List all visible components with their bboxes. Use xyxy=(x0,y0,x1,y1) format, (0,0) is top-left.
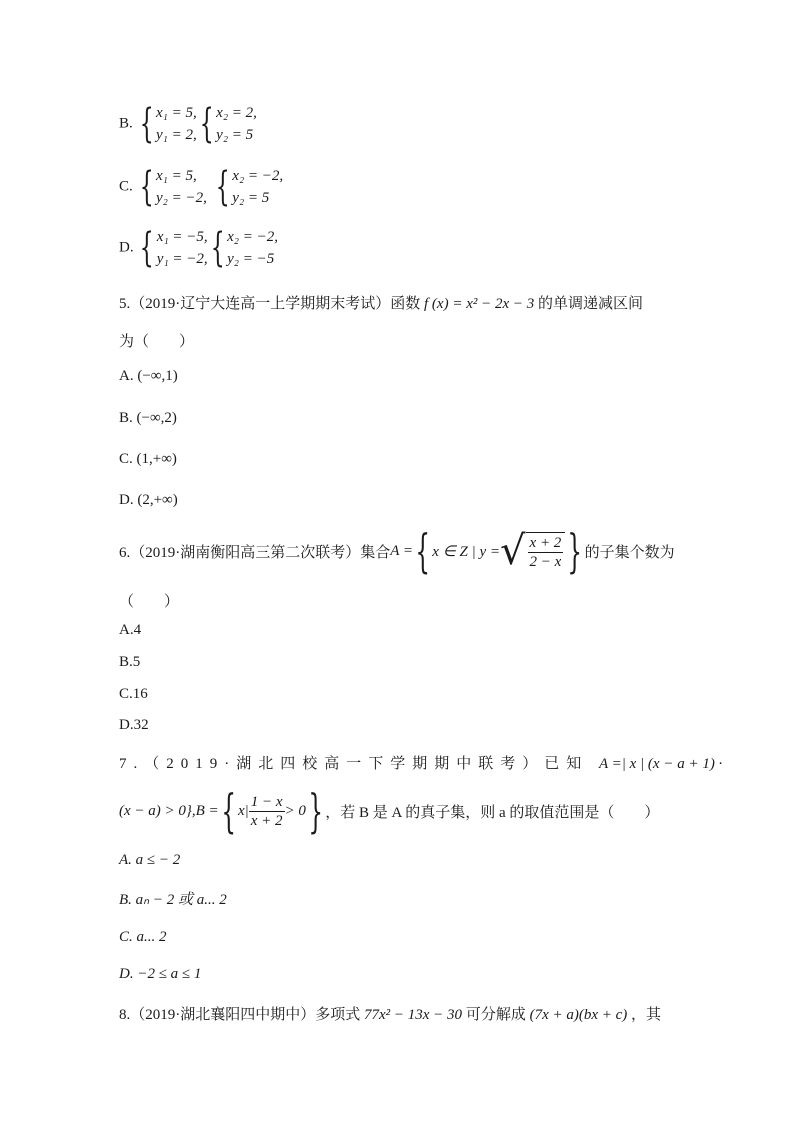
q6-stem: 6.（2019·湖南衡阳高三第二次联考）集合 A = { x ∈ Z | y = √ $\frac{x + 2}{2 - x}$ } 的子集个数为 xyxy=(119,524,675,578)
set-lhs: A = xyxy=(390,542,414,559)
q7-stem-line2: (x − a) > 0},B = { x| $\frac{1 - x}{x + 2}$ > 0 } ，若 B 是 A 的真子集，则 a 的取值范围是（ ） xyxy=(119,784,660,838)
q6-option-b: B.5 xyxy=(119,654,141,670)
q6-option-c: C.16 xyxy=(119,686,148,702)
set-element: x ∈ Z | y = xyxy=(432,543,501,560)
q6-option-a: A.4 xyxy=(119,622,142,638)
fraction: $\frac{x + 2}{2 - x}$ xyxy=(529,534,562,570)
q5-stem: 5.（2019·辽宁大连高一上学期期末考试）函数 f (x) = x² − 2x − 3 的单调递减区间 xyxy=(119,296,644,312)
q5-option-c: C. (1,+∞) xyxy=(119,451,177,467)
equation-system: { x₁ = −5, y₁ = −2, { x₂ = −2, y₂ = −5 xyxy=(140,225,278,271)
q5-stem-line2: 为（ ） xyxy=(119,334,195,350)
q6-option-d: D.32 xyxy=(119,717,149,733)
q7-option-c: C. a... 2 xyxy=(119,929,167,945)
equation-system: { x₁ = 5, y₁ = 2, { x₂ = 2, y₂ = 5 xyxy=(139,101,257,147)
q5-option-d: D. (2,+∞) xyxy=(119,492,178,508)
option-label: C. xyxy=(119,178,133,195)
q7-stem: 7.（2019·湖北四校高一下学期期中联考）已知 A =| x | (x − a + 1) · xyxy=(119,756,723,772)
set-a-expression: A =| x | (x − a + 1) · xyxy=(599,756,723,772)
q4-option-b xyxy=(119,102,257,146)
q7-option-a: A. a ≤ − 2 xyxy=(119,852,181,868)
option-label: B. xyxy=(119,115,133,132)
polynomial: 77x² − 13x − 30 xyxy=(364,1007,463,1023)
fraction: $\frac{1 - x}{x + 2}$ xyxy=(250,793,283,829)
q4-option-c xyxy=(119,165,283,209)
option-label: D. xyxy=(119,239,134,256)
q5-option-a: A. (−∞,1) xyxy=(119,368,178,384)
q7-option-d: D. −2 ≤ a ≤ 1 xyxy=(119,966,202,982)
q8-stem: 8.（2019·湖北襄阳四中期中）多项式 77x² − 13x − 30 可分解成 (7x + a)(bx + c) ，其 xyxy=(119,1007,662,1023)
function-expression: f (x) = x² − 2x − 3 xyxy=(424,296,535,312)
q4-option-d xyxy=(119,226,278,270)
q7-option-b: B. aₙ − 2 或 a... 2 xyxy=(119,892,227,908)
q6-stem-line2: （ ） xyxy=(119,594,180,610)
q5-option-b: B. (−∞,2) xyxy=(119,410,177,426)
factored-form: (7x + a)(bx + c) xyxy=(529,1007,628,1023)
equation-system: { x₁ = 5, y₂ = −2, { x₂ = −2, y₂ = 5 xyxy=(139,164,284,210)
square-root: √ $\frac{x + 2}{2 - x}$ xyxy=(500,531,565,571)
